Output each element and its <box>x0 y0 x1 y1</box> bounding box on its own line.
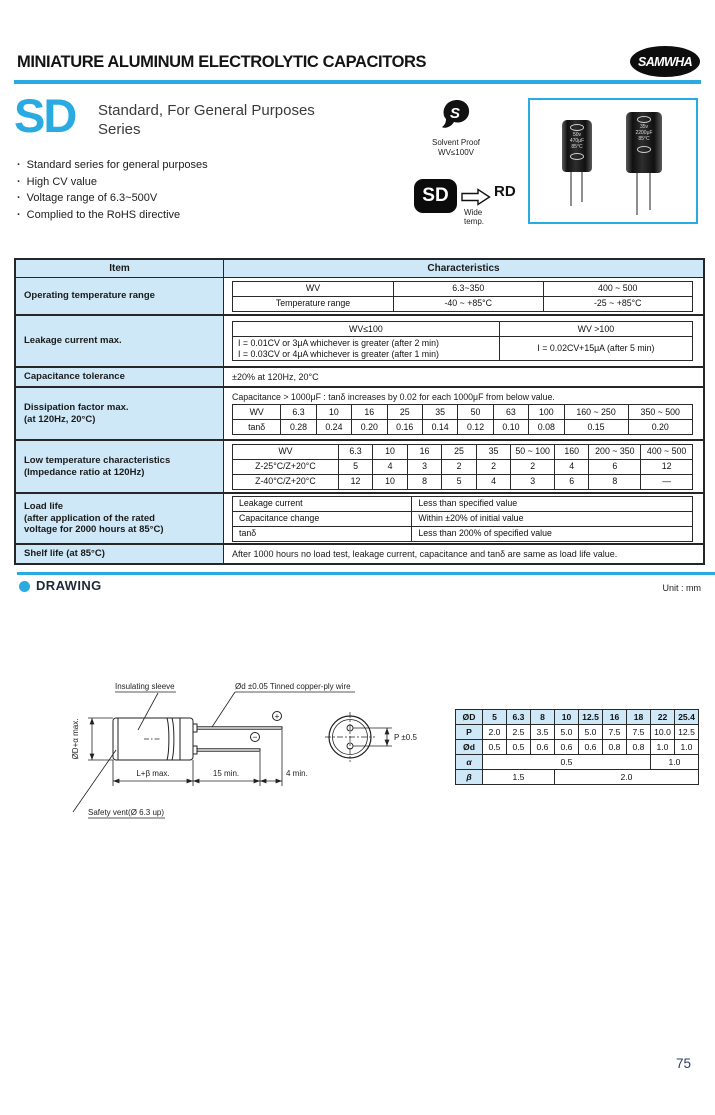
leakage-table <box>232 321 693 361</box>
safety-vent-label: Safety vent(Ø 6.3 up) <box>88 808 165 817</box>
table-cell: 10 <box>373 444 408 459</box>
table-cell: 0.5 <box>483 740 507 755</box>
table-cell: 4 <box>373 459 408 474</box>
table-cell: 35 <box>422 405 457 420</box>
wire-label: Ød ±0.05 Tinned copper-ply wire <box>235 682 351 691</box>
dissipation-note: Capacitance > 1000μF : tanδ increases by 0.02 for each 1000μF from below value. <box>232 392 555 402</box>
table-cell: 2.0 <box>555 770 699 785</box>
table-cell: 100 <box>529 405 564 420</box>
item-line: (at 120Hz, 20°C) <box>24 413 96 425</box>
cap-logo-mark <box>637 146 651 153</box>
plus-glyph: + <box>274 711 280 721</box>
item-cell: Shelf life (at 85°C) <box>16 545 224 563</box>
table-row <box>16 439 703 492</box>
table-row <box>16 366 703 386</box>
brand-name: SAMWHA <box>637 54 693 69</box>
table-cell: WV >100 <box>499 322 692 337</box>
wide-temp-line2: temp. <box>464 217 485 226</box>
table-cell: Capacitance change <box>233 511 412 526</box>
table-cell: 8 <box>407 474 442 489</box>
cap-marking: 2200μF <box>635 130 653 136</box>
table-cell: 2 <box>476 459 511 474</box>
spec-header-row <box>16 260 703 277</box>
doc-title: MINIATURE ALUMINUM ELECTROLYTIC CAPACITORS <box>17 53 427 71</box>
item-line: Dissipation factor max. <box>24 402 129 413</box>
cap-lead <box>581 172 583 202</box>
solvent-s-glyph: S <box>449 105 461 122</box>
leakage-formula-2: I = 0.03CV or 4μA whichever is greater (after 1 min) <box>238 348 439 359</box>
cap-lead <box>649 173 651 210</box>
table-cell: WV≤100 <box>233 322 500 337</box>
series-code: SD <box>14 89 76 142</box>
table-row <box>16 386 703 439</box>
table-cell: 0.10 <box>493 420 528 435</box>
product-photo-box <box>528 98 698 224</box>
table-cell: 7.5 <box>603 725 627 740</box>
table-cell: 2.5 <box>507 725 531 740</box>
solvent-proof-label: Solvent Proof <box>431 138 481 147</box>
pitch-label: P ±0.5 <box>394 733 417 742</box>
table-cell: 0.15 <box>564 420 628 435</box>
body-length-label: L+β max. <box>136 769 170 778</box>
table-cell: tanδ <box>233 420 281 435</box>
dim-row-label: β <box>456 770 483 785</box>
table-cell: Less than specified value <box>412 496 693 511</box>
table-cell: 5 <box>338 459 373 474</box>
series-transition <box>414 179 524 224</box>
cap-logo-mark <box>570 124 584 131</box>
table-cell: 25 <box>442 444 477 459</box>
item-cell <box>16 494 224 543</box>
dim-header-cell: 18 <box>627 710 651 725</box>
feature-item: · Standard series for general purposes <box>17 157 208 174</box>
capacitor-drawing <box>58 672 428 824</box>
table-cell: 0.14 <box>422 420 457 435</box>
table-cell: 1.0 <box>675 740 699 755</box>
characteristics-header-cell: Characteristics <box>224 260 703 277</box>
table-cell: Less than 200% of specified value <box>412 526 693 541</box>
table-cell: 1.0 <box>651 740 675 755</box>
tolerance-value: ±20% at 120Hz, 20°C <box>232 372 319 382</box>
dim-header-cell: 10 <box>555 710 579 725</box>
table-cell: 63 <box>493 405 528 420</box>
item-cell: Capacitance tolerance <box>16 368 224 386</box>
table-cell: 0.6 <box>531 740 555 755</box>
table-cell: 6 <box>554 474 589 489</box>
cap-logo-mark <box>570 153 584 160</box>
table-cell: 50 <box>458 405 493 420</box>
dimension-table <box>455 709 699 785</box>
table-cell: 400 ~ 500 <box>641 444 693 459</box>
table-cell: -25 ~ +85°C <box>543 296 693 311</box>
table-row <box>456 710 699 725</box>
brand-logo <box>630 46 700 77</box>
table-cell: 6.3~350 <box>394 281 544 296</box>
solvent-proof-block <box>424 99 488 157</box>
table-cell: Z-40°C/Z+20°C <box>233 474 339 489</box>
item-cell: Leakage current max. <box>16 316 224 366</box>
table-cell: 0.20 <box>628 420 693 435</box>
table-cell: 4 <box>476 474 511 489</box>
dim-row-label: α <box>456 755 483 770</box>
table-cell: 2 <box>442 459 477 474</box>
table-row <box>456 725 699 740</box>
page-number: 75 <box>676 1056 692 1071</box>
arrow-right-icon <box>461 188 491 206</box>
leader-line <box>212 692 235 727</box>
dim-row-label: P <box>456 725 483 740</box>
table-cell: 50 ~ 100 <box>511 444 555 459</box>
feature-item: · Complied to the RoHS directive <box>17 207 208 224</box>
sd-badge-label: SD <box>422 185 449 206</box>
dim-header-cell: 5 <box>483 710 507 725</box>
wide-temp-line1: Wide <box>464 208 483 217</box>
table-cell: 200 ~ 350 <box>589 444 641 459</box>
table-cell: WV <box>233 444 339 459</box>
leakage-formula-1: I = 0.01CV or 3μA whichever is greater (after 2 min) <box>238 338 439 348</box>
dim-header-cell: ØD <box>456 710 483 725</box>
dim-header-cell: 25.4 <box>675 710 699 725</box>
table-cell: 0.6 <box>579 740 603 755</box>
table-cell: 5.0 <box>579 725 603 740</box>
table-cell: 10 <box>373 474 408 489</box>
table-cell: Temperature range <box>233 296 394 311</box>
table-cell: 10 <box>316 405 351 420</box>
dim-row-label: Ød <box>456 740 483 755</box>
table-cell: 7.5 <box>627 725 651 740</box>
feature-item: · Voltage range of 6.3~500V <box>17 190 208 207</box>
table-cell: 0.8 <box>627 740 651 755</box>
table-cell: 10.0 <box>651 725 675 740</box>
table-row <box>456 770 699 785</box>
table-cell: 0.5 <box>483 755 651 770</box>
table-cell: 0.28 <box>281 420 316 435</box>
series-title <box>98 101 315 139</box>
table-cell: 5.0 <box>555 725 579 740</box>
wide-temp-note <box>464 208 484 226</box>
item-cell <box>16 441 224 492</box>
table-cell: 0.20 <box>352 420 387 435</box>
op-temp-table <box>232 281 693 312</box>
table-cell: 2.0 <box>483 725 507 740</box>
table-cell: 0.5 <box>507 740 531 755</box>
cap-logo-mark <box>637 116 651 123</box>
table-cell: 0.24 <box>316 420 351 435</box>
table-cell: 6.3 <box>281 405 316 420</box>
dim-header-cell: 8 <box>531 710 555 725</box>
dim-header-cell: 6.3 <box>507 710 531 725</box>
dim-header-cell: 22 <box>651 710 675 725</box>
solvent-proof-condition: WV≤100V <box>438 147 474 157</box>
table-row <box>456 740 699 755</box>
item-line: (Impedance ratio at 120Hz) <box>24 466 145 478</box>
table-cell: -40 ~ +85°C <box>394 296 544 311</box>
drawing-section-title: DRAWING <box>36 578 102 593</box>
table-cell: WV <box>233 281 394 296</box>
table-cell: 8 <box>589 474 641 489</box>
table-cell: I = 0.02CV+15μA (after 5 min) <box>499 337 692 361</box>
item-line: voltage for 2000 hours at 85°C) <box>24 524 164 536</box>
tip-length-label: 4 min. <box>286 769 308 778</box>
insulating-sleeve-label: Insulating sleeve <box>115 682 175 691</box>
table-row <box>16 277 703 314</box>
spec-table <box>14 258 705 565</box>
item-header-cell: Item <box>16 260 224 277</box>
table-cell: Within ±20% of initial value <box>412 511 693 526</box>
diameter-label: ØD+α max. <box>71 718 80 760</box>
table-cell: 1.5 <box>483 770 555 785</box>
header-rule <box>14 80 701 84</box>
table-cell: 6.3 <box>338 444 373 459</box>
table-cell: Leakage current <box>233 496 412 511</box>
table-cell: 3 <box>511 474 555 489</box>
table-cell: 35 <box>476 444 511 459</box>
table-cell: 160 <box>554 444 589 459</box>
rd-label: RD <box>494 183 516 200</box>
solvent-proof-icon <box>441 99 471 131</box>
cap-lead <box>570 172 572 206</box>
capacitor-body-outline <box>113 718 193 760</box>
table-cell: Z-25°C/Z+20°C <box>233 459 339 474</box>
table-cell: 25 <box>387 405 422 420</box>
section-rule <box>17 572 715 575</box>
section-bullet-icon <box>19 581 30 592</box>
table-cell: 2 <box>511 459 555 474</box>
cap-marking: 50v <box>572 132 582 138</box>
table-cell: 16 <box>407 444 442 459</box>
series-title-line1: Standard, For General Purposes <box>98 102 315 119</box>
cap-lead <box>636 173 638 215</box>
table-cell: 16 <box>352 405 387 420</box>
dissipation-table <box>232 404 693 435</box>
table-cell: 4 <box>554 459 589 474</box>
table-cell: 12 <box>338 474 373 489</box>
table-cell: — <box>641 474 693 489</box>
table-cell: 3 <box>407 459 442 474</box>
lead-length-label: 15 min. <box>212 769 240 778</box>
item-line: Load life <box>24 501 64 513</box>
table-cell: 3.5 <box>531 725 555 740</box>
table-cell: 400 ~ 500 <box>543 281 693 296</box>
table-cell: 12 <box>641 459 693 474</box>
table-cell: 0.12 <box>458 420 493 435</box>
table-cell <box>233 337 500 361</box>
table-cell: 0.08 <box>529 420 564 435</box>
cap-marking: 35v <box>639 124 649 130</box>
table-cell: WV <box>233 405 281 420</box>
lead-stub <box>193 724 197 732</box>
series-title-line2: Series <box>98 121 141 138</box>
capacitor-photo-small <box>562 120 592 172</box>
table-cell: tanδ <box>233 526 412 541</box>
item-line: (after application of the rated <box>24 512 155 524</box>
item-line: Low temperature characteristics <box>24 455 171 466</box>
sd-badge <box>414 179 457 213</box>
shelf-life-value: After 1000 hours no load test, leakage current, capacitance and tanδ are same as load life value. <box>232 549 618 559</box>
table-cell: 0.8 <box>603 740 627 755</box>
table-cell: 0.6 <box>555 740 579 755</box>
table-row <box>16 314 703 366</box>
table-cell: 0.16 <box>387 420 422 435</box>
load-life-table <box>232 496 693 542</box>
dim-header-cell: 16 <box>603 710 627 725</box>
lead-wire-negative <box>197 749 260 751</box>
minus-glyph: − <box>252 732 258 742</box>
table-row <box>456 755 699 770</box>
table-cell: 1.0 <box>651 755 699 770</box>
item-cell <box>16 388 224 439</box>
table-cell: 6 <box>589 459 641 474</box>
cap-marking: 85°C <box>638 136 650 142</box>
capacitor-photo-large <box>626 112 662 173</box>
dim-header-cell: 12.5 <box>579 710 603 725</box>
table-cell: 12.5 <box>675 725 699 740</box>
item-cell: Operating temperature range <box>16 278 224 314</box>
table-cell: 5 <box>442 474 477 489</box>
feature-item: · High CV value <box>17 174 208 191</box>
lead-wire-positive <box>197 727 282 729</box>
table-cell: 350 ~ 500 <box>628 405 693 420</box>
table-row <box>16 543 703 563</box>
cap-marking: 85°C <box>571 144 583 150</box>
lead-stub <box>193 746 197 754</box>
table-row <box>16 492 703 543</box>
cap-marking: 470μF <box>569 138 585 144</box>
low-temp-table <box>232 444 693 490</box>
unit-label: Unit : mm <box>662 583 701 593</box>
table-cell: 160 ~ 250 <box>564 405 628 420</box>
feature-list <box>17 157 208 223</box>
